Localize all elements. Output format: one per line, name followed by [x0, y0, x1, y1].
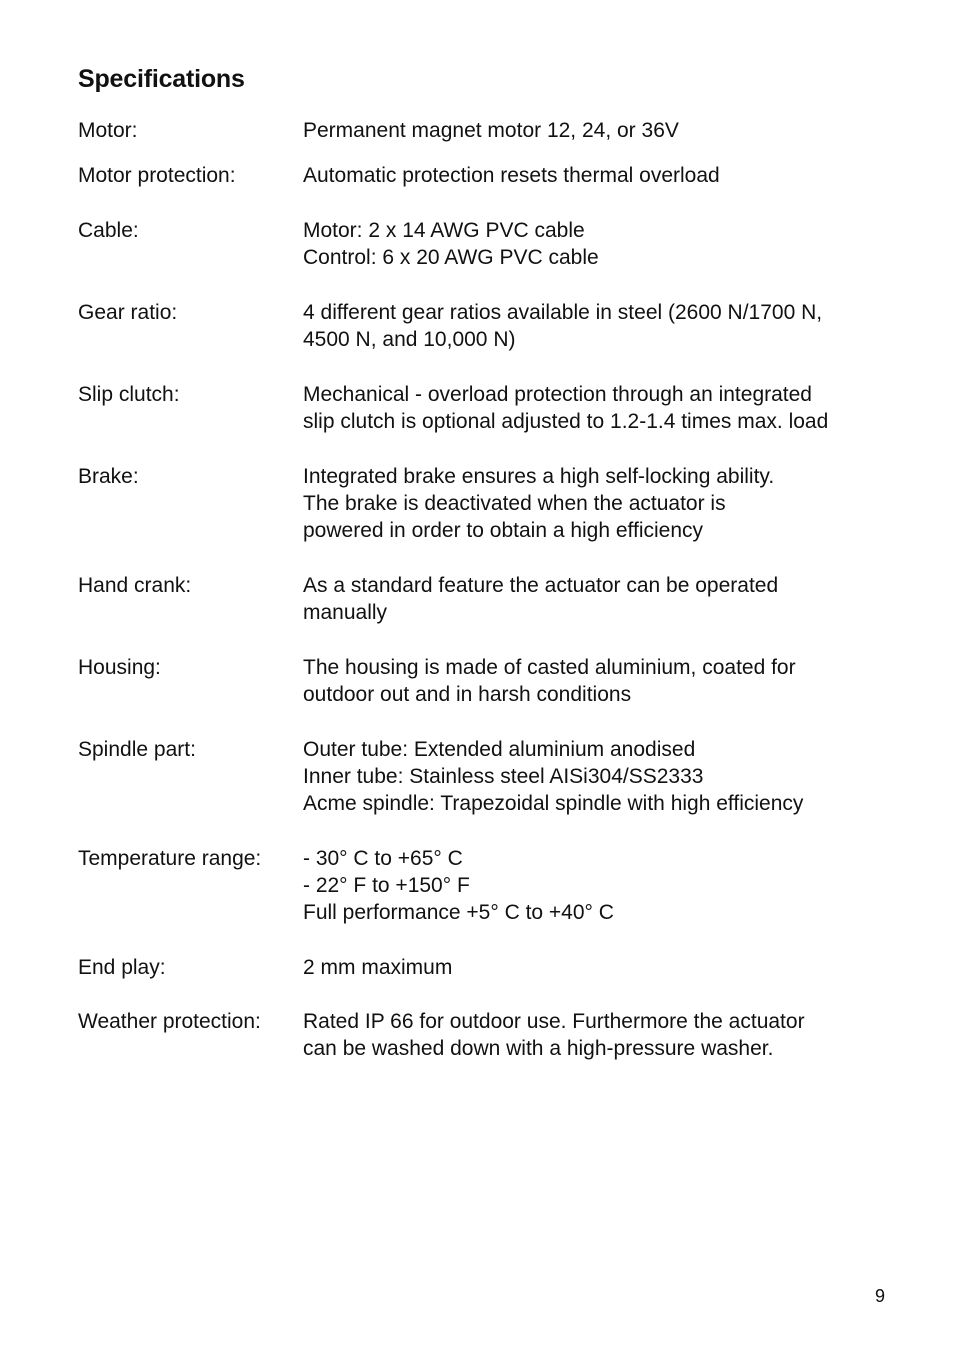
spec-value-line: outdoor out and in harsh conditions — [303, 683, 632, 707]
spec-value-line: Mechanical - overload protection through an integrated — [303, 383, 812, 406]
spec-value-line: As a standard feature the actuator can be operated — [303, 574, 779, 597]
spec-value-line: 2 mm maximum — [303, 956, 453, 979]
spec-value-line: Acme spindle: Trapezoidal spindle with high efficiency — [303, 792, 804, 816]
spec-value-line: Integrated brake ensures a high self-locking ability. — [303, 465, 775, 488]
spec-value — [303, 572, 888, 626]
spec-value-line: Permanent magnet motor 12, 24, or 36V — [303, 119, 679, 142]
spec-value-line: - 30° C to +65° C — [303, 847, 463, 870]
spec-label: Housing: — [78, 656, 161, 679]
spec-value — [303, 381, 888, 435]
spec-label: Hand crank: — [78, 574, 192, 597]
spec-label: Cable: — [78, 219, 139, 242]
spec-value-line: Automatic protection resets thermal overload — [303, 164, 720, 187]
spec-value — [303, 845, 888, 927]
spec-value — [303, 736, 888, 818]
spec-value — [303, 217, 888, 271]
spec-label: End play: — [78, 956, 166, 979]
spec-value-line: Full performance +5° C to +40° C — [303, 901, 614, 925]
spec-label: Weather protection: — [78, 1010, 261, 1033]
spec-value-line: Rated IP 66 for outdoor use. Furthermore the actuator — [303, 1010, 805, 1033]
spec-value — [303, 654, 888, 708]
spec-label: Slip clutch: — [78, 383, 180, 406]
spec-value-line: The brake is deactivated when the actuator is — [303, 492, 726, 516]
spec-value — [303, 162, 888, 189]
spec-value-line: manually — [303, 601, 388, 625]
spec-value-line: Control: 6 x 20 AWG PVC cable — [303, 246, 599, 270]
spec-value-line: Outer tube: Extended aluminium anodised — [303, 738, 696, 761]
spec-label: Motor: — [78, 119, 138, 142]
spec-label: Temperature range: — [78, 847, 262, 870]
spec-value — [303, 463, 888, 545]
spec-label: Motor protection: — [78, 164, 236, 187]
spec-value — [303, 299, 888, 353]
spec-value — [303, 954, 888, 981]
spec-value-line: - 22° F to +150° F — [303, 874, 470, 898]
spec-value-line: The housing is made of casted aluminium, coated for — [303, 656, 796, 679]
spec-label: Brake: — [78, 465, 139, 488]
spec-value-line: Inner tube: Stainless steel AISi304/SS2333 — [303, 765, 704, 789]
spec-value-line: slip clutch is optional adjusted to 1.2-1.4 times max. load — [303, 410, 829, 434]
spec-value-line: Motor: 2 x 14 AWG PVC cable — [303, 219, 585, 242]
spec-value — [303, 117, 888, 144]
spec-value-line: 4 different gear ratios available in steel (2600 N/1700 N, — [303, 301, 823, 324]
page-number: 9 — [875, 1286, 886, 1306]
spec-label: Spindle part: — [78, 738, 196, 761]
page-title: Specifications — [78, 65, 245, 93]
spec-label: Gear ratio: — [78, 301, 178, 324]
spec-value-line: 4500 N, and 10,000 N) — [303, 328, 516, 352]
spec-value — [303, 1008, 888, 1062]
spec-value-line: can be washed down with a high-pressure washer. — [303, 1037, 774, 1061]
spec-value-line: powered in order to obtain a high efficiency — [303, 519, 704, 543]
